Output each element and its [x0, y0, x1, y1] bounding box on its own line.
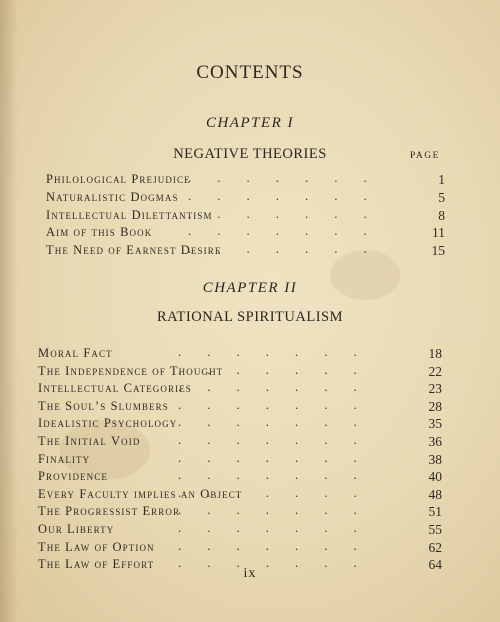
chapter-1-subtitle: NEGATIVE THEORIES	[173, 146, 327, 162]
dot-leader: .......	[178, 520, 383, 535]
toc-entry-page: 62	[428, 539, 442, 555]
dot-leader: .......	[178, 361, 383, 377]
toc-entry	[46, 243, 450, 261]
toc-entry-title: Intellectual Dilettantism	[46, 207, 213, 222]
dot-leader: .......	[178, 414, 383, 430]
toc-entry-title: The Need of Earnest Desire	[46, 243, 222, 258]
toc-entry-page: 55	[428, 522, 442, 537]
dot-leader: .......	[178, 344, 383, 359]
toc-entry-title: The Law of Option	[38, 539, 155, 554]
toc-entry-page: 48	[428, 486, 442, 502]
toc-entry-page: 64	[428, 557, 442, 573]
page-column-label: PAGE	[410, 151, 440, 161]
dot-leader: .......	[178, 555, 383, 571]
dot-leader: .......	[178, 467, 383, 483]
toc-entry-page: 23	[428, 381, 442, 397]
toc-entry-title: Every Faculty implies an Object	[38, 486, 243, 501]
contents-title: CONTENTS	[196, 62, 304, 83]
dot-leader: .......	[188, 205, 393, 221]
toc-entry-title: The Progressist Error	[38, 504, 181, 519]
toc-entry-title: The Initial Void	[38, 434, 141, 448]
toc-entry-page: 5	[438, 189, 445, 205]
dot-leader: .......	[188, 223, 393, 239]
toc-entry-page: 1	[438, 172, 445, 187]
dot-leader: .......	[178, 449, 383, 465]
toc-entry-title: The Law of Effort	[38, 557, 155, 572]
chapter-1-heading: CHAPTER I	[205, 115, 295, 131]
dot-leader: .......	[188, 241, 393, 257]
toc-entry-page: 22	[428, 363, 442, 379]
dot-leader: .......	[178, 396, 383, 412]
toc-entry-title: The Soul’s Slumbers	[38, 398, 169, 413]
toc-entry-title: The Independence of Thought	[38, 363, 224, 378]
toc-entry-title: Providence	[38, 469, 108, 484]
toc-entry-page: 36	[428, 434, 442, 449]
toc-entry-title: Aim of this Book	[46, 225, 153, 240]
toc-entry-title: Naturalistic Dogmas	[46, 189, 179, 204]
toc-entry-title: Idealistic Psychology	[38, 416, 178, 431]
toc-entry-page: 15	[431, 243, 445, 259]
toc-entry-title: Moral Fact	[38, 346, 113, 360]
chapter-2-heading: CHAPTER II	[202, 280, 298, 296]
chapter-2-subtitle: RATIONAL SPIRITUALISM	[157, 309, 343, 325]
toc-entry-page: 28	[428, 398, 442, 414]
dot-leader: .......	[178, 502, 383, 518]
toc-entry-page: 38	[428, 451, 442, 467]
toc-entry-page: 35	[428, 416, 442, 432]
toc-entry-title: Philological Prejudice	[46, 172, 191, 186]
dot-leader: .......	[178, 537, 383, 553]
toc-entry-page: 8	[438, 207, 445, 223]
toc-entry-page: 11	[432, 225, 445, 241]
dot-leader: .......	[178, 432, 383, 447]
toc-entry-page: 51	[428, 504, 442, 520]
dot-leader: .......	[178, 484, 383, 500]
toc-entry-title: Intellectual Categories	[38, 381, 192, 396]
toc-entry-title: Our Liberty	[38, 522, 115, 536]
toc-entry-page: 40	[428, 469, 442, 485]
dot-leader: .......	[188, 187, 393, 203]
toc-entry-page: 18	[428, 346, 442, 361]
toc-entry-title: Finality	[38, 451, 91, 466]
dot-leader: .......	[178, 379, 383, 395]
page-folio: ix	[243, 566, 257, 581]
dot-leader: .......	[188, 170, 393, 185]
